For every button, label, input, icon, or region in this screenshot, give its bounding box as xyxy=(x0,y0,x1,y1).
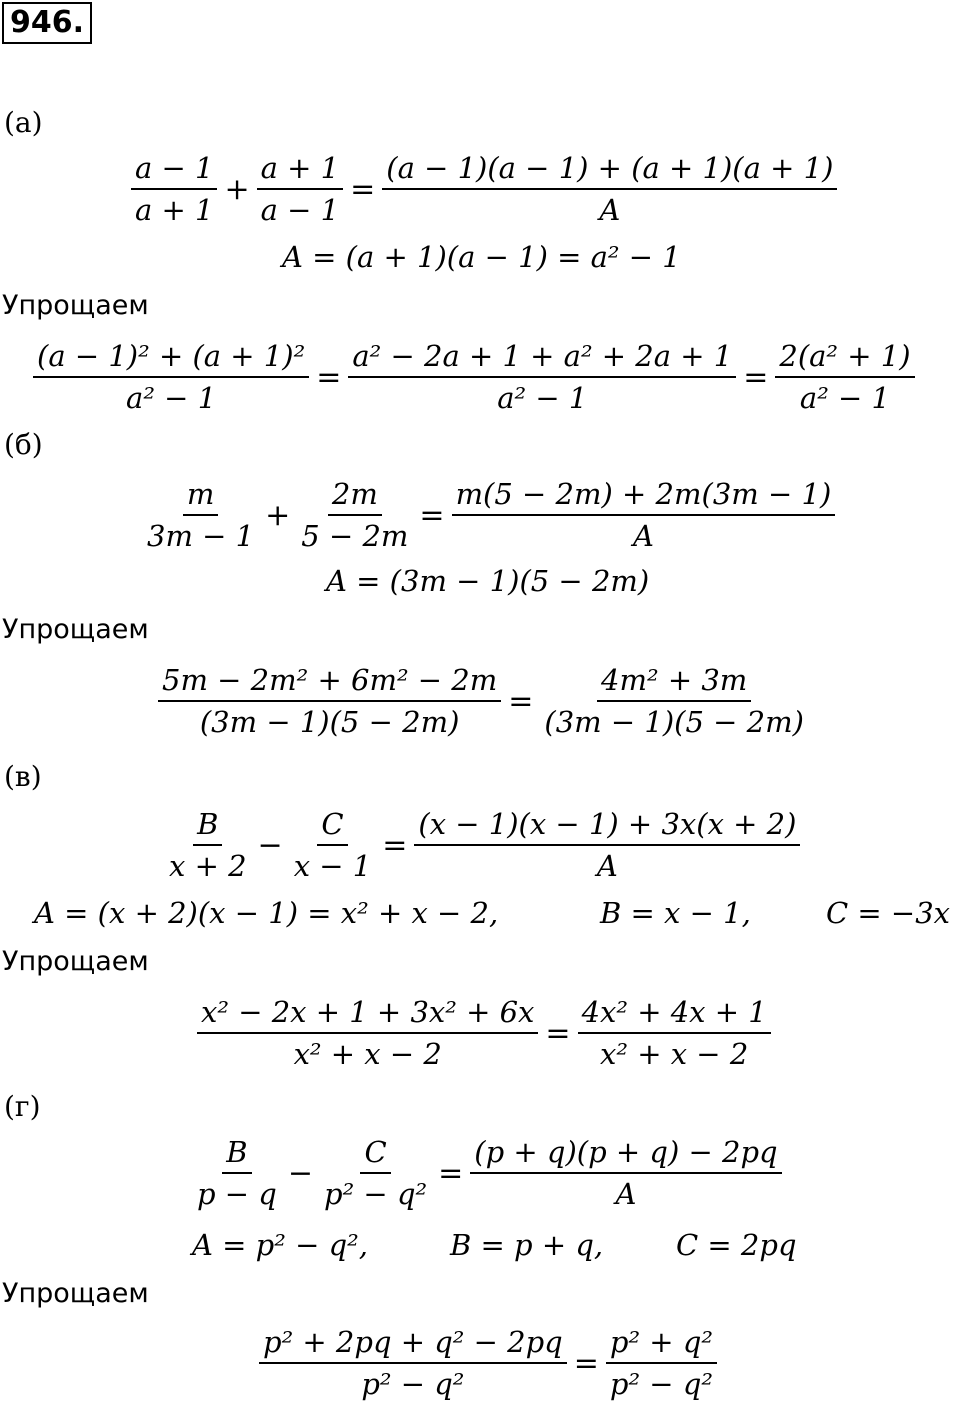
fraction: $\frac{\text{p² + q²}}{\text{p² − q²}}$ xyxy=(606,1322,717,1404)
definition-v-c: C = −3x xyxy=(826,896,951,930)
fraction: $\frac{(a - 1)(a - 1) + (a + 1)(a + 1)}{A}$ xyxy=(382,148,837,230)
definition-b: A = (3m − 1)(5 − 2m) xyxy=(326,564,650,598)
fraction: $\frac{B}{p - q}$ xyxy=(193,1132,281,1214)
part-label-b: (б) xyxy=(4,428,43,461)
fraction: $\frac{m}{3m - 1}$ xyxy=(143,474,258,556)
fraction: $\frac{2m}{5 - 2m}$ xyxy=(297,474,412,556)
part-label-g: (г) xyxy=(4,1090,41,1123)
fraction: $\frac{a - 1}{a + 1}$ xyxy=(131,148,217,230)
fraction: $\frac{\text{a² − 2a + 1 + a² + 2a + 1}}{\text{a² − 1}}$ xyxy=(348,336,736,418)
simplify-label-v: Упрощаем xyxy=(2,946,149,977)
fraction: $\frac{\text{x² − 2x + 1 + 3x² + 6x}}{\text{x² + x − 2}}$ xyxy=(197,992,538,1074)
fraction: $\frac{\text{5m − 2m² + 6m² − 2m}}{(3m - 1)(5 - 2m)}$ xyxy=(158,660,501,742)
fraction: $\frac{(x - 1)(x - 1) + 3x(x + 2)}{A}$ xyxy=(414,804,800,886)
equation-v-diff: $\frac{B}{x + 2}$ − $\frac{C}{x - 1}$ = $\frac{(x - 1)(x - 1) + 3x(x + 2)}{A}$ xyxy=(162,804,803,886)
simplification-b: $\frac{\text{5m − 2m² + 6m² − 2m}}{(3m - 1)(5 - 2m)}$ = $\frac{\text{4m² + 3m}}{(3m - 1)(5 - 2m)}$ xyxy=(155,660,811,742)
equation-a-sum: $\frac{a - 1}{a + 1}$ + $\frac{a + 1}{a - 1}$ = $\frac{(a - 1)(a - 1) + (a + 1)(a + 1)}{A}$ xyxy=(128,148,840,230)
fraction: $\frac{m(5 - 2m) + 2m(3m - 1)}{A}$ xyxy=(452,474,836,556)
fraction: $\frac{\text{4m² + 3m}}{(3m - 1)(5 - 2m)}$ xyxy=(540,660,808,742)
definition-v-a: A = (x + 2)(x − 1) = x² + x − 2, xyxy=(34,896,499,930)
problem-number: 946. xyxy=(2,2,92,44)
simplification-g: $\frac{\text{p² + 2pq + q² − 2pq}}{\text{p² − q²}}$ = $\frac{\text{p² + q²}}{\text{p² − q²}}$ xyxy=(256,1322,720,1404)
fraction: $\frac{a + 1}{a - 1}$ xyxy=(257,148,343,230)
fraction: $\frac{C}{\text{p² − q²}}$ xyxy=(320,1132,431,1214)
fraction: $\frac{C}{x - 1}$ xyxy=(290,804,376,886)
definition-v-b: B = x − 1, xyxy=(600,896,751,930)
part-label-a: (а) xyxy=(4,106,43,139)
simplify-label-b: Упрощаем xyxy=(2,614,149,645)
equation-g-diff: $\frac{B}{p - q}$ − $\frac{C}{\text{p² − q²}}$ = $\frac{(p + q)(p + q) - 2pq}{A}$ xyxy=(190,1132,785,1214)
simplify-label-g: Упрощаем xyxy=(2,1278,149,1309)
definition-g-b: B = p + q, xyxy=(450,1228,604,1262)
simplify-label-a: Упрощаем xyxy=(2,290,149,321)
fraction: $\frac{\text{2(a² + 1)}}{\text{a² − 1}}$ xyxy=(775,336,914,418)
simplification-v: $\frac{\text{x² − 2x + 1 + 3x² + 6x}}{\text{x² + x − 2}}$ = $\frac{\text{4x² + 4x + 1}}{\text{x² + x − 2}}$ xyxy=(194,992,774,1074)
definition-g-a: A = p² − q², xyxy=(192,1228,369,1262)
fraction: $\frac{\text{(a − 1)² + (a + 1)²}}{\text{a² − 1}}$ xyxy=(33,336,309,418)
definition-g-c: C = 2pq xyxy=(676,1228,797,1262)
part-label-v: (в) xyxy=(4,760,42,793)
fraction: $\frac{(p + q)(p + q) - 2pq}{A}$ xyxy=(470,1132,781,1214)
simplification-a: $\frac{\text{(a − 1)² + (a + 1)²}}{\text{a² − 1}}$ = $\frac{\text{a² − 2a + 1 + a² + 2a + 1}}{\text{a² − 1}}$ = $\frac{\text{2(a² + 1)}}{\text{a² − 1}}$ xyxy=(30,336,918,418)
equation-b-sum: $\frac{m}{3m - 1}$ + $\frac{2m}{5 - 2m}$ = $\frac{m(5 - 2m) + 2m(3m - 1)}{A}$ xyxy=(140,474,838,556)
fraction: $\frac{B}{x + 2}$ xyxy=(165,804,251,886)
fraction: $\frac{\text{4x² + 4x + 1}}{\text{x² + x − 2}}$ xyxy=(578,992,771,1074)
fraction: $\frac{\text{p² + 2pq + q² − 2pq}}{\text{p² − q²}}$ xyxy=(259,1322,567,1404)
definition-a: A = (a + 1)(a − 1) = a² − 1 xyxy=(282,240,681,274)
